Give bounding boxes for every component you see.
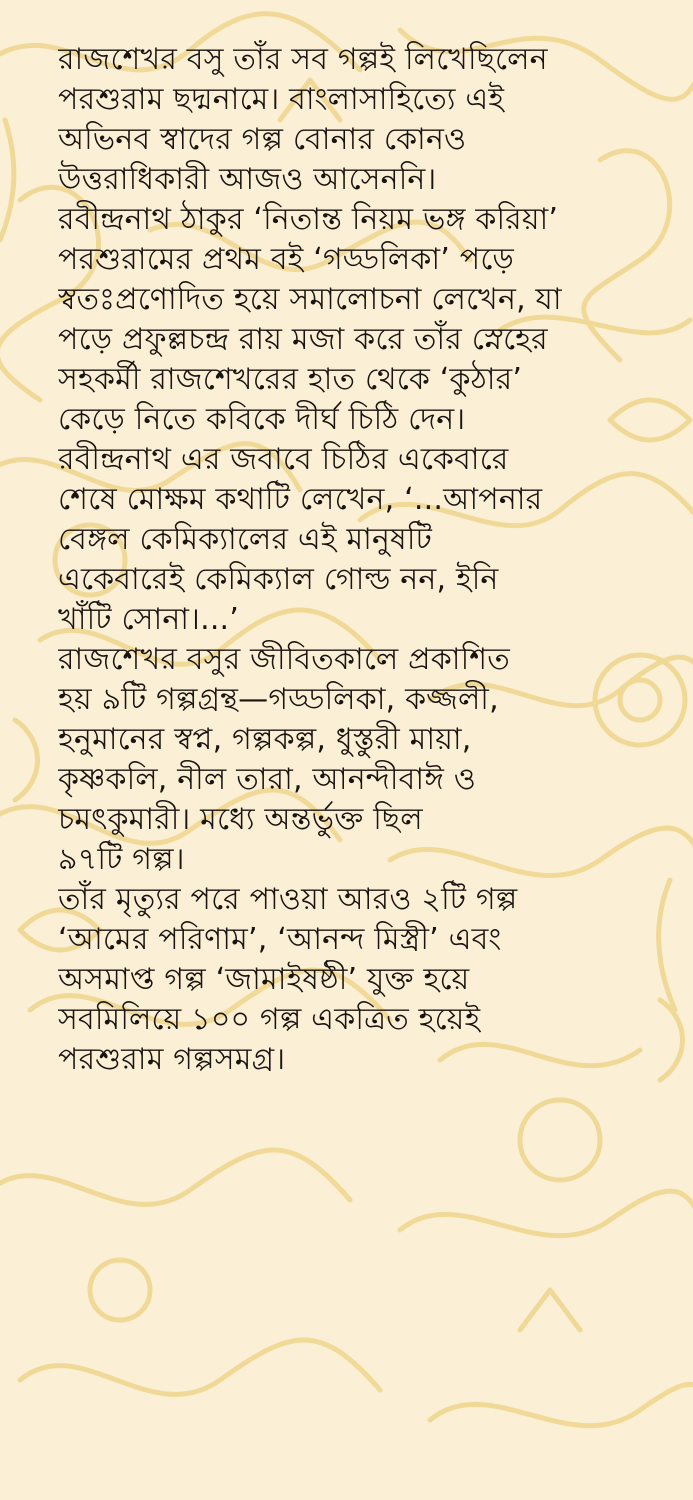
blurb-line: হয় ৯টি গল্পগ্রন্থ—গড্ডলিকা, কজ্জলী, — [58, 682, 499, 717]
blurb-line: রবীন্দ্রনাথ এর জবাবে চিঠির একেবারে — [58, 442, 509, 477]
blurb-line: অসমাপ্ত গল্প ‘জামাইষষ্ঠী’ যুক্ত হয়ে — [58, 962, 470, 997]
blurb-line: সবমিলিয়ে ১০০ গল্প একত্রিত হয়েই — [58, 1002, 481, 1037]
blurb-line: তাঁর মৃত্যুর পরে পাওয়া আরও ২টি গল্প — [58, 882, 518, 917]
blurb-line: বেঙ্গল কেমিক্যালের এই মানুষটি — [58, 522, 432, 557]
blurb-line: পরশুরাম ছদ্মনামে। বাংলাসাহিত্যে এই — [58, 82, 505, 117]
blurb-line: রাজশেখর বসু তাঁর সব গল্পই লিখেছিলেন — [58, 42, 548, 77]
blurb-line: খাঁটি সোনা।...’ — [58, 602, 240, 637]
blurb-line: কেড়ে নিতে কবিকে দীর্ঘ চিঠি দেন। — [58, 402, 466, 437]
blurb-line: একেবারেই কেমিক্যাল গোল্ড নন, ইনি — [58, 562, 499, 597]
blurb-line: পরশুরাম গল্পসমগ্র। — [58, 1042, 286, 1077]
blurb-line: পড়ে প্রফুল্লচন্দ্র রায় মজা করে তাঁর স্নেহের — [58, 322, 548, 357]
blurb-line: ‘আমের পরিণাম’, ‘আনন্দ মিস্ত্রী’ এবং — [58, 922, 502, 957]
blurb-line: রাজশেখর বসুর জীবিতকালে প্রকাশিত — [58, 642, 510, 677]
blurb-line: পরশুরামের প্রথম বই ‘গড্ডলিকা’ পড়ে — [58, 242, 514, 277]
blurb-line: কৃষ্ণকলি, নীল তারা, আনন্দীবাঈ ও — [58, 762, 477, 797]
blurb-line: সহকর্মী রাজশেখরের হাত থেকে ‘কুঠার’ — [58, 362, 523, 397]
blurb-line: রবীন্দ্রনাথ ঠাকুর ‘নিতান্ত নিয়ম ভঙ্গ করিয়া’ — [58, 202, 559, 237]
blurb-line: অভিনব স্বাদের গল্প বোনার কোনও — [58, 122, 467, 157]
blurb-line: ৯৭টি গল্প। — [58, 842, 185, 877]
blurb-line: হনুমানের স্বপ্ন, গল্পকল্প, ধুস্তুরী মায়া, — [58, 722, 472, 757]
blurb-line: শেষে মোক্ষম কথাটি লেখেন, ‘...আপনার — [58, 482, 543, 517]
book-blurb — [58, 40, 670, 1080]
blurb-line: চমৎকুমারী। মধ্যে অন্তর্ভুক্ত ছিল — [58, 802, 423, 837]
blurb-line: স্বতঃপ্রণোদিত হয়ে সমালোচনা লেখেন, যা — [58, 282, 562, 317]
blurb-line: উত্তরাধিকারী আজও আসেননি। — [58, 162, 437, 197]
